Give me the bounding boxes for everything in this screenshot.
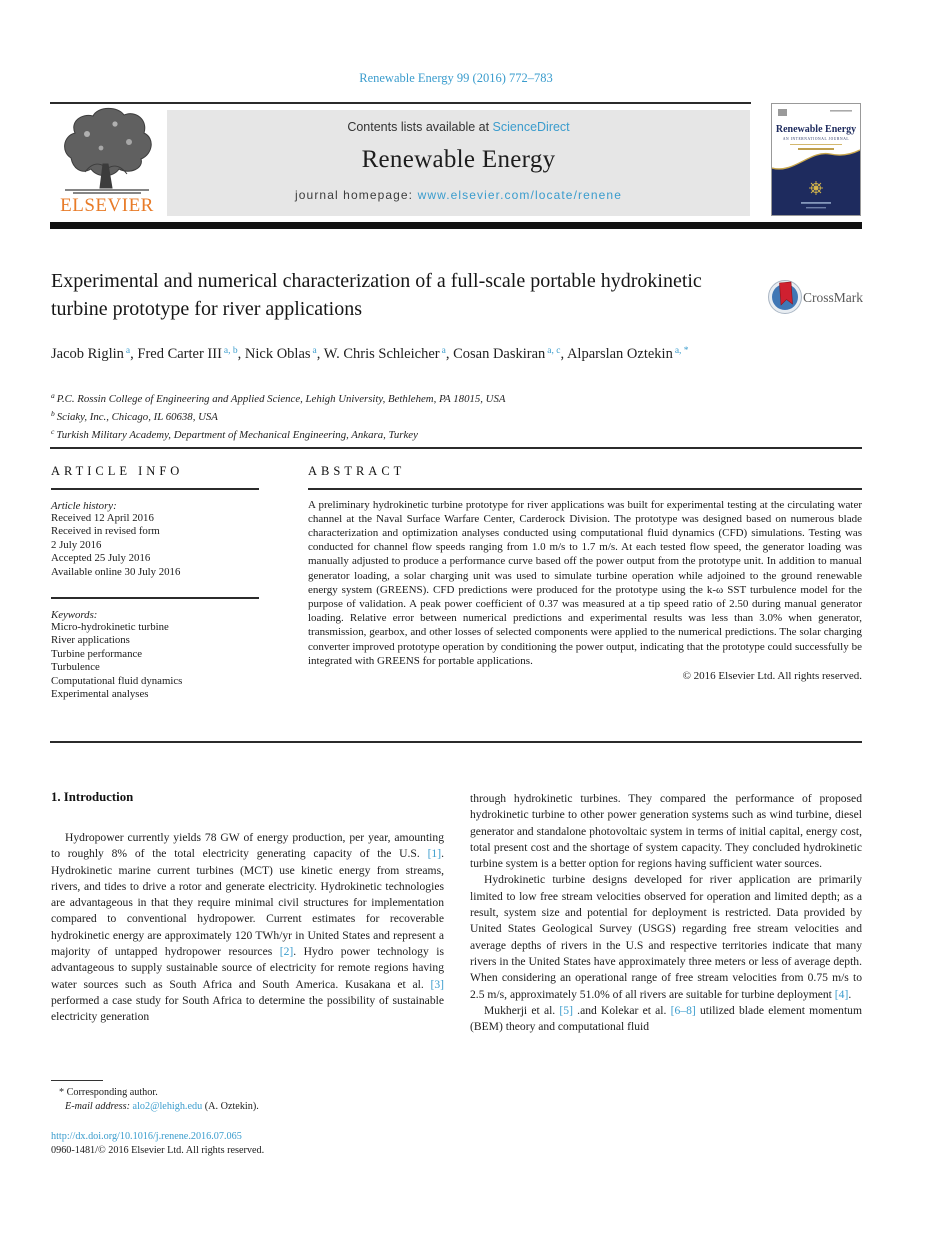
body-text: Mukherji et al. [484,1003,560,1017]
body-text: . Hydro power technology is advantageous to supply sustainable source of electricity for remote regions having water sources such as South Africa and South America. Kusakana et al. [51,945,444,991]
svg-text:AN INTERNATIONAL JOURNAL: AN INTERNATIONAL JOURNAL [782,137,850,141]
affiliation-item: $^b$ Sciaky, Inc., Chicago, IL 60638, USA [51,408,218,423]
author-affiliation-ref[interactable]: a, c [547,346,561,356]
citation-ref[interactable]: [5] [559,1003,573,1017]
body-text: . [848,987,852,1001]
keyword-item: Computational fluid dynamics [51,674,183,687]
body-text: through hydrokinetic turbines. They compared the performance of proposed hydrokinetic turbine to other power generation systems such as wind turbine, diesel generator and standalone photovoltaic system in terms of initial capital, energy cost, total present cost and the shortage of system capacity. They concluded hydrokinetic turbine system is a better option for regions having sufficient water sources. [470,792,862,871]
citation-ref[interactable]: [3] [430,977,444,991]
elsevier-tree-icon [57,106,157,194]
abstract-column [308,464,862,682]
keyword-item: Experimental analyses [51,688,149,700]
svg-text:Renewable Energy: Renewable Energy [775,124,857,135]
affiliation-item: $^a$ P.C. Rossin College of Engineering and Applied Science, Lehigh University, Bethlehem, PA 18015, USA [51,391,506,405]
author-name: Jacob Riglin [51,346,124,362]
citation-ref[interactable]: [4] [834,987,849,1001]
author-affiliation-ref[interactable]: a [312,346,317,356]
author-affiliation-ref[interactable]: a [125,346,131,356]
article-title: Experimental and numerical characterization of a full-scale portable hydrokinetic turbine prototype for river applications [51,270,702,320]
contents-line [167,120,750,134]
svg-text:CrossMark: CrossMark [803,290,863,305]
body-paragraph [470,1003,862,1036]
history-item: Accepted 25 July 2016 [51,552,151,564]
footnote-block [51,1080,444,1113]
elsevier-wordmark: ELSEVIER [60,195,154,216]
author-affiliation-ref[interactable]: a [441,346,446,356]
abstract-heading: ABSTRACT [308,464,406,478]
citation-ref[interactable]: [6–8] [670,1003,696,1017]
keyword-item: Turbulence [51,661,100,673]
author-affiliation-ref[interactable]: a, b [223,346,238,356]
abstract-copyright: © 2016 Elsevier Ltd. All rights reserved. [682,669,862,682]
journal-masthead [167,110,750,216]
journal-cover-thumbnail[interactable] [771,103,861,216]
keywords-list [51,621,259,702]
article-info-heading: ARTICLE INFO [51,464,184,478]
journal-cover-icon [772,104,860,215]
abstract-text: A preliminary hydrokinetic turbine prototype for river applications was built for experimental testing at the circulating water channel at the Naval Surface Warfare Center, Carderock Division. The prototype was designed based on numerous blade characterization and optimization analyses conducted using computational fluid dynamics (CFD) simulations. Testing was conducted for channel flow speeds ranging from 1.0 m/s to 1.7 m/s. At each tested flow speed, the generator loading was manually adjusted to produce a performance curve based off the power output from the prototype unit. In addition to manual generator loading, a solar charging unit was used to simulate turbine operation while adjoined to the ground renewable energy system (GREENS). CFD predictions were produced for the prototype using the k-ω SST turbulence model for the purpose of validation. A peak power coefficient of 0.37 was measured at a tip speed ratio of 2.50 during manual generator loading. Relative error between numerical predictions and experimental results was less than 3.0% when generator, transmission, gearbox, and other losses of selected components were applied to the numerical predictions. The solar charging converter improved prototype operation by conditioning the power output, indicating that the prototype could successfully be integrated with GREENS for portable applications. [308,498,862,667]
article-history-label: Article history: [51,499,117,512]
keyword-item: River applications [51,634,130,646]
author-name: Alparslan Oztekin [566,346,673,362]
header-black-bar [50,222,862,229]
article-info-column [51,464,259,702]
affiliation-item: $^c$ Turkish Military Academy, Department of Mechanical Engineering, Ankara, Turkey [51,426,418,441]
body-text: performed a case study for South Africa to determine the possibility of sustainable electricity generation [51,993,444,1024]
citation-ref[interactable]: [1] [427,847,442,861]
author-list: Jacob Riglin $^a$, Fred Carter III $^{a, b}$, Nick Oblas $^a$, W. Chris Schleicher $^a$, Cosan Daskiran $^{a, c}$, Alparslan Oztekin $^{a, *}$ [51,346,689,362]
sciencedirect-link[interactable]: ScienceDirect [492,120,570,134]
history-item: 2 July 2016 [51,538,102,551]
keyword-item: Turbine performance [51,647,143,660]
body-text: Hydropower currently yields 78 GW of energy production, per year, amounting to roughly 8% of the total electricity generating capacity of the U.S. [51,831,444,861]
body-left-column [51,790,444,1026]
doi-block [51,1130,264,1158]
article-history-list [51,512,259,580]
keywords-label: Keywords: [51,608,98,621]
homepage-prefix: journal homepage: [295,188,418,202]
body-right-column [470,791,862,1035]
history-item: Received in revised form [51,525,160,537]
abstract-bottom-rule [50,741,862,743]
citation-ref[interactable]: [2] [279,945,294,959]
body-text: utilized blade element momentum (BEM) theory and computational fluid [470,1003,862,1034]
journal-citation[interactable]: Renewable Energy 99 (2016) 772–783 [359,71,553,85]
corresponding-author-note: * Corresponding author. [59,1087,158,1098]
author-affiliation-ref[interactable]: a, * [674,346,689,356]
issn-copyright: 0960-1481/© 2016 Elsevier Ltd. All rights reserved. [51,1145,265,1156]
journal-name: Renewable Energy [361,146,556,173]
homepage-link[interactable]: www.elsevier.com/locate/renene [417,188,622,202]
crossmark-badge[interactable] [765,276,869,318]
info-top-rule [50,447,862,449]
keywords-rule [51,597,259,599]
body-paragraph [470,872,862,1002]
abstract-rule [308,488,862,490]
author-name: Fred Carter III [137,346,222,362]
footnote-rule [51,1080,103,1081]
email-line [51,1100,444,1114]
keyword-item: Micro-hydrokinetic turbine [51,620,169,633]
body-paragraph [51,830,444,1026]
author-name: W. Chris Schleicher [323,346,440,362]
email-label: E-mail address: [65,1100,133,1112]
doi-link[interactable]: http://dx.doi.org/10.1016/j.renene.2016.07.065 [51,1131,242,1142]
history-item: Received 12 April 2016 [51,511,154,524]
header-top-rule [50,102,751,104]
body-paragraph [470,791,862,872]
homepage-line [167,188,750,202]
article-info-rule [51,488,259,490]
author-name: Cosan Daskiran [453,346,546,362]
section-heading-introduction: 1. Introduction [51,790,134,804]
body-text: . Hydrokinetic marine current turbines (MCT) use kinetic energy from streams, rivers, and tides to drive a rotor and generate electricity. Hydrokinetic technologies are advantageous in that they require minimal civil structures for implementation compared to conventional hydropower. Current estimates for recoverable hydrokinetic energy are approximately 120 TWh/yr in United States and represent a majority of untapped hydropower resources [51,847,444,959]
history-item: Available online 30 July 2016 [51,565,181,578]
contents-prefix: Contents lists available at [347,120,493,134]
affiliation-list [51,389,771,442]
crossmark-icon [765,276,869,318]
author-name: Nick Oblas [244,346,311,362]
email-link[interactable]: alo2@lehigh.edu [132,1100,203,1112]
body-text: .and Kolekar et al. [572,1003,671,1017]
elsevier-logo[interactable] [50,106,164,218]
body-text: Hydrokinetic turbine designs developed for river application are primarily limited to low free stream velocities observed for operation and limited depth; as a result, system size and potential for deployment is restricted. Data provided by United States Geological Survey (USGS) regarding free stream velocities and average depths of rivers in the U.S and respective territories indicate that many rivers in the United States have approximately three meters or less of average depth. When considering an operational range of free stream velocities from 0.75 m/s to 2.5 m/s, approximately 51.0% of all rivers are suitable for turbine deployment [470,873,862,1001]
email-suffix: (A. Oztekin). [202,1100,259,1112]
